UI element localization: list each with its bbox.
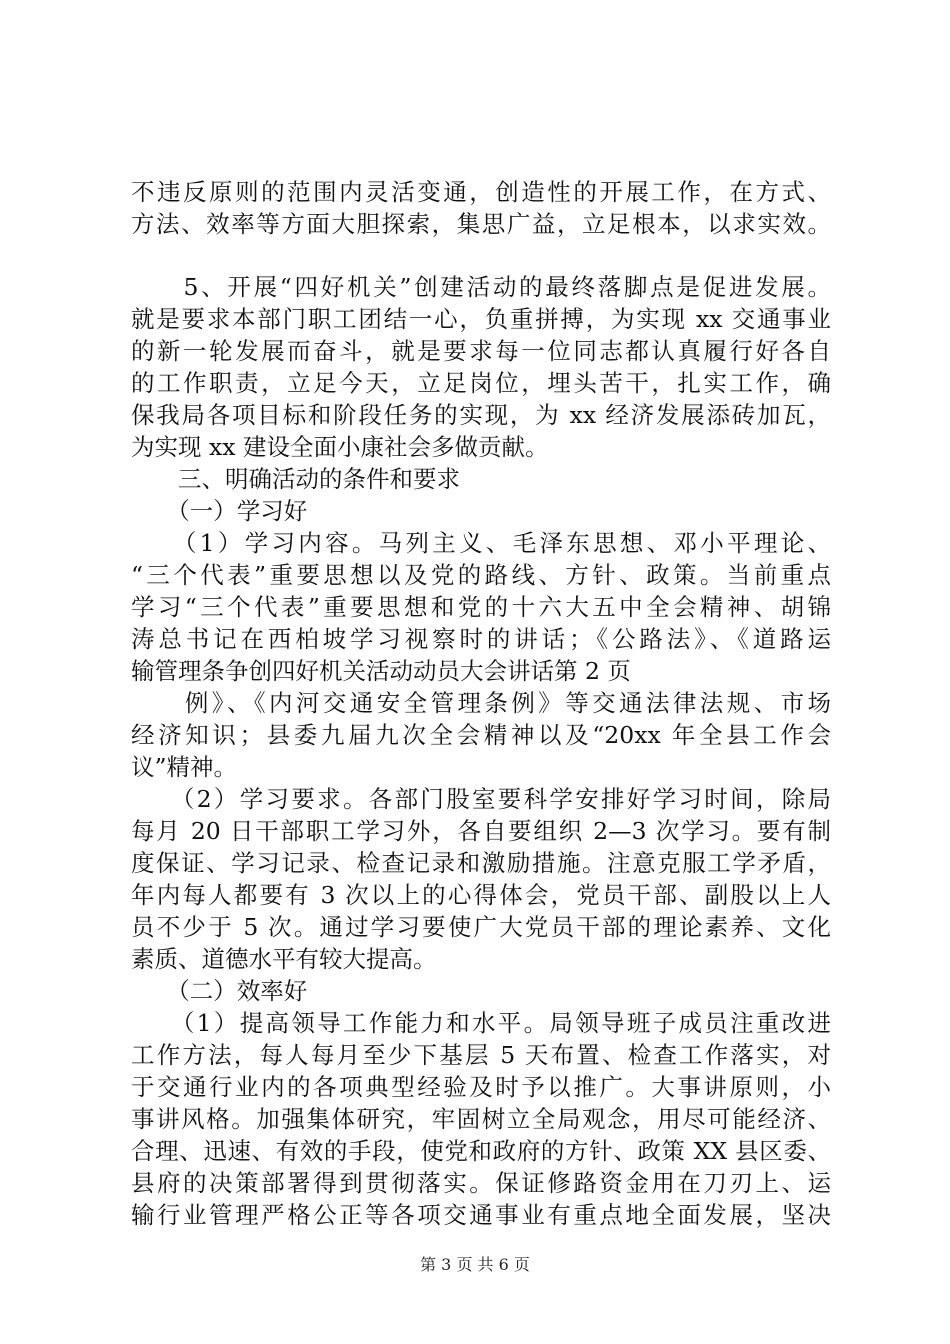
text-line: 保我局各项目标和阶段任务的实现，为 xx 经济发展添砖加瓦， [131, 401, 831, 429]
text-line: 于交通行业内的各项典型经验及时予以推广。大事讲原则，小 [131, 1073, 831, 1101]
text-line: 事讲风格。加强集体研究，牢固树立全局观念，用尽可能经济、 [131, 1105, 831, 1133]
text-line: 经济知识；县委九届九次全会精神以及“20xx 年全县工作会 [131, 721, 831, 749]
text-line: 就是要求本部门职工团结一心，负重拼搏，为实现 xx 交通事业 [131, 305, 831, 333]
text-line: “三个代表”重要思想以及党的路线、方针、政策。当前重点 [131, 561, 831, 589]
text-line: 每月 20 日干部职工学习外，各自要组织 2—3 次学习。要有制 [131, 817, 831, 845]
text-line: 为实现 xx 建设全面小康社会多做贡献。 [131, 433, 549, 461]
text-line: 5、开展“四好机关”创建活动的最终落脚点是促进发展。 [131, 273, 831, 301]
text-line: （2）学习要求。各部门股室要科学安排好学习时间，除局 [131, 785, 831, 813]
text-line: 涛总书记在西柏坡学习视察时的讲话；《公路法》、《道路运 [131, 625, 831, 653]
text-line: （1）提高领导工作能力和水平。局领导班子成员注重改进 [131, 1009, 831, 1037]
text-line: 年内每人都要有 3 次以上的心得体会，党员干部、副股以上人 [131, 881, 831, 909]
text-line: 方法、效率等方面大胆探索，集思广益，立足根本，以求实效。 [131, 210, 831, 238]
section-heading: 三、明确活动的条件和要求 [131, 465, 460, 493]
subsection-heading: （一）学习好 [131, 497, 308, 525]
text-line: 员不少于 5 次。通过学习要使广大党员干部的理论素养、文化 [131, 913, 831, 941]
text-line: 度保证、学习记录、检查记录和激励措施。注意克服工学矛盾， [131, 849, 831, 877]
text-line: （1）学习内容。马列主义、毛泽东思想、邓小平理论、 [131, 529, 831, 557]
text-line: 输行业管理严格公正等各项交通事业有重点地全面发展，坚决 [131, 1201, 831, 1229]
text-line: 的工作职责，立足今天，立足岗位，埋头苦干，扎实工作，确 [131, 369, 831, 397]
text-line: 工作方法，每人每月至少下基层 5 天布置、检查工作落实，对 [131, 1041, 831, 1069]
text-line: 例》、《内河交通安全管理条例》等交通法律法规、市场 [131, 689, 831, 717]
text-line: 合理、迅速、有效的手段，使党和政府的方针、政策 XX 县区委、 [131, 1137, 831, 1165]
text-line: 的新一轮发展而奋斗，就是要求每一位同志都认真履行好各自 [131, 337, 831, 365]
text-line: 不违反原则的范围内灵活变通，创造性的开展工作，在方式、 [131, 178, 831, 206]
text-line: 议”精神。 [131, 753, 238, 781]
text-line: 学习“三个代表”重要思想和党的十六大五中全会精神、胡锦 [131, 593, 831, 621]
page-footer: 第 3 页 共 6 页 [420, 1255, 530, 1274]
subsection-heading: （二）效率好 [131, 977, 308, 1005]
text-line: 素质、道德水平有较大提高。 [131, 945, 437, 973]
text-line: 输管理条争创四好机关活动动员大会讲话第 2 页 [131, 657, 631, 685]
text-line: 县府的决策部署得到贯彻落实。保证修路资金用在刀刃上、运 [131, 1169, 831, 1197]
